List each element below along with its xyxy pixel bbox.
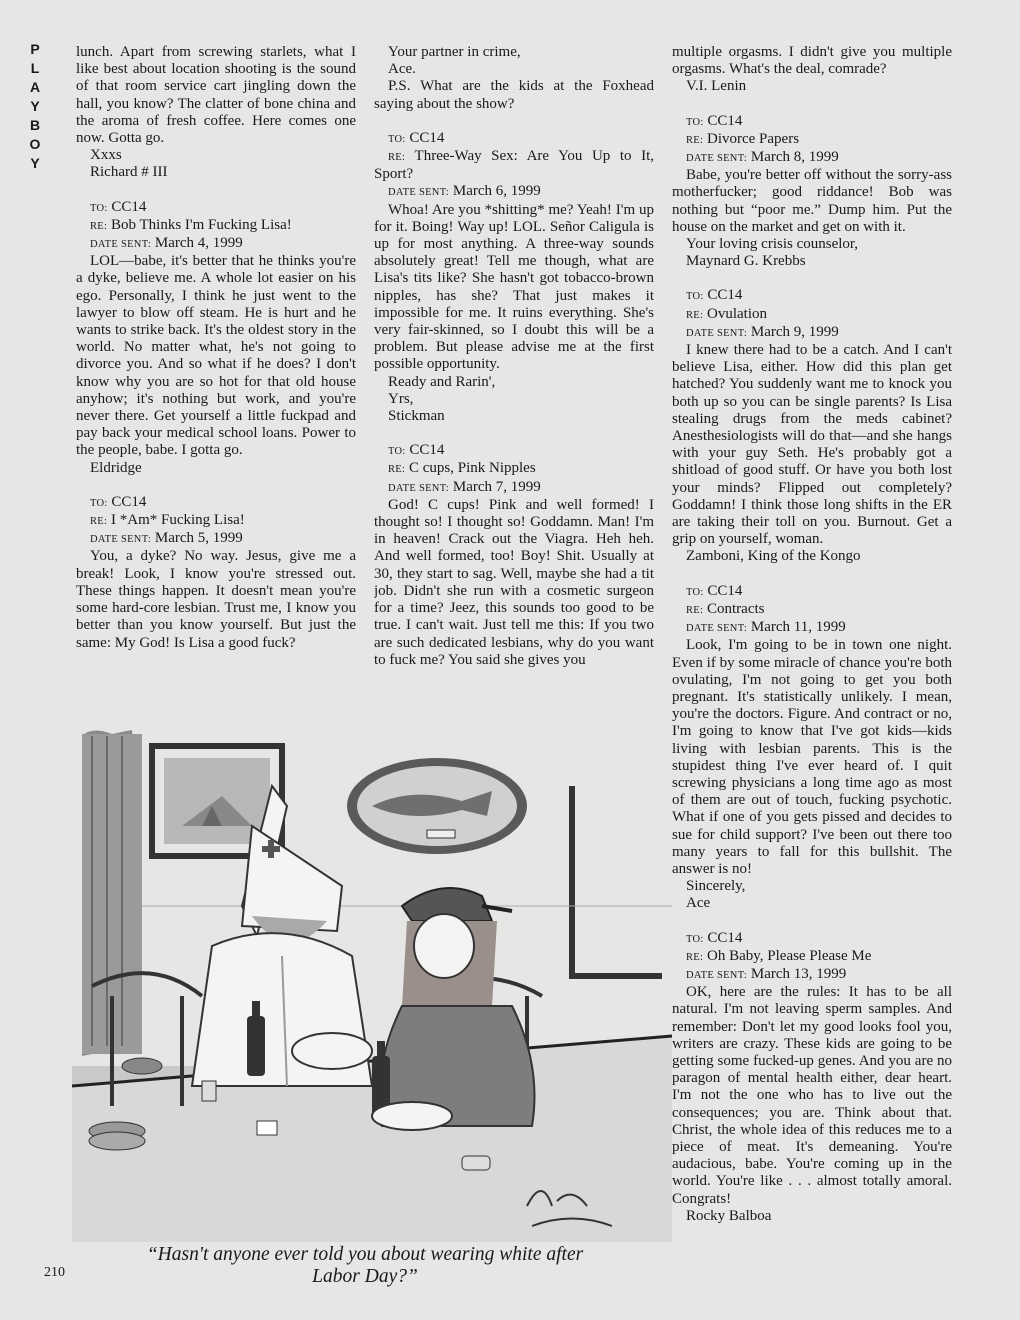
signature-line: Yrs, [388, 390, 414, 407]
date-label: DATE SENT: [686, 153, 748, 165]
date-line [76, 530, 356, 548]
to-label: TO: [686, 116, 704, 128]
text-column-1 [76, 44, 356, 704]
date-label: DATE SENT: [90, 534, 152, 546]
to-value: CC14 [707, 582, 743, 599]
re-label: RE: [686, 604, 704, 616]
email-entry [672, 113, 952, 271]
re-value: Bob Thinks I'm Fucking Lisa! [111, 216, 292, 233]
date-value: March 5, 1999 [154, 530, 243, 547]
continued-text [76, 44, 356, 182]
re-value: Contracts [707, 600, 765, 617]
email-entry [374, 130, 654, 425]
date-value: March 9, 1999 [750, 323, 839, 340]
email-body: Whoa! Are you *shitting* me? Yeah! I'm up for it. Boing! Way up! LOL. Señor Caligula is up for most anything. A three-way sounds absolutely great! Tell me though, what are Lisa's tits like? She hasn't got tobacco-brown nipples, has she? That just makes it impossible for me. It ruins everything. She's very fair-skinned, so I doubt this will be a problem. But please advise me at the first possible opportunity. [374, 201, 654, 373]
signature-line: Zamboni, King of the Kongo [686, 548, 861, 565]
email-body: OK, here are the rules: It has to be all natural. I'm not leaving sperm samples. And remember: Don't let my good looks fool you, writers are crazy. These kids are going to be getting some fucked-up genes. And you are no paragon of mental health either, dear heart. I'm not the one who has to live out the consequences; you are. Think about that. Christ, the whole idea of this reduces me to a piece of meat. It's demeaning. You're audacious, babe. You're coming up in the world. You're like . . . almost totally amoral. Congrats! [672, 984, 952, 1207]
bar-scene-cartoon-icon [72, 706, 672, 1242]
to-line [672, 583, 952, 601]
email-body: LOL—babe, it's better that he thinks you're a dyke, believe me. A whole lot easier on his ego. Personally, I think he just went to the lawyer to blow off steam. He is hurt and he wants to strike back. It's the oldest story in the world. No matter what, he's not going to divorce you. And so what if he does? I don't know why you are so hot for that old house anyhow; it's nothing but work, and you're never there. Get yourself a little fuckpad and pay back your medical school loans. Power to the people, babe. I gotta go. [76, 253, 356, 459]
to-line [672, 113, 952, 131]
to-label: TO: [90, 497, 108, 509]
signature-line: V.I. Lenin [686, 78, 747, 95]
re-line [672, 601, 952, 619]
to-value: CC14 [111, 198, 147, 215]
date-value: March 6, 1999 [452, 183, 541, 200]
date-line [672, 966, 952, 984]
magazine-spine [24, 40, 46, 173]
page-number: 210 [44, 1265, 65, 1280]
email-entry [76, 494, 356, 652]
re-line [374, 460, 654, 478]
re-value: Ovulation [707, 305, 767, 322]
email-body: God! C cups! Pink and well formed! I thought so! I thought so! Goddamn. Man! I'm in heaven! Crack out the Viagra. Heh heh. And well formed, too! Boy! Shit. Usually at 30, they start to sag. Well, maybe she had a tit job. Didn't she run with a cosmetic surgeon for a time? Jeez, this sounds too good to be true. I can't wait. Just tell me this: If you two are such dedicated lesbians, why do you want to fuck me? You said she gives you [374, 496, 654, 668]
to-value: CC14 [707, 929, 743, 946]
to-label: TO: [388, 133, 406, 145]
email-entry [76, 199, 356, 477]
re-label: RE: [388, 464, 406, 476]
email-body: Babe, you're better off without the sorry-ass motherfucker; good riddance! Bob was nothing but “poor me.” Dump him. Put the house on the market and get on with it. [672, 167, 952, 235]
continued-paragraph: P.S. What are the kids at the Foxhead saying about the show? [374, 78, 654, 112]
date-value: March 11, 1999 [750, 619, 846, 636]
signature-line: Xxxs [90, 147, 122, 164]
signature-line: Stickman [388, 408, 445, 425]
email-body: You, a dyke? No way. Jesus, give me a break! Look, I know you're stressed out. These things happen. It doesn't mean you're some hard-core lesbian. Trust me, I know you better than you know yourself. But just the same: My God! Is Lisa a good fuck? [76, 548, 356, 651]
spine-letter: Y [30, 155, 40, 171]
continued-paragraph: multiple orgasms. I didn't give you multiple orgasms. What's the deal, comrade? [672, 44, 952, 78]
to-value: CC14 [111, 493, 147, 510]
to-label: TO: [686, 291, 704, 303]
date-label: DATE SENT: [686, 623, 748, 635]
text-column-3 [672, 44, 952, 1289]
continued-text [672, 44, 952, 96]
date-value: March 4, 1999 [154, 235, 243, 252]
email-entry [374, 442, 654, 669]
re-label: RE: [388, 152, 406, 164]
date-line [374, 479, 654, 497]
re-line [76, 512, 356, 530]
date-value: March 13, 1999 [750, 965, 847, 982]
date-label: DATE SENT: [686, 327, 748, 339]
re-value: C cups, Pink Nipples [409, 460, 536, 477]
date-value: March 8, 1999 [750, 149, 839, 166]
spine-letter: Y [30, 98, 40, 114]
to-value: CC14 [707, 287, 743, 304]
to-line [374, 442, 654, 460]
spine-letter: A [29, 79, 41, 95]
re-line [374, 148, 654, 183]
to-value: CC14 [409, 442, 445, 459]
to-label: TO: [686, 586, 704, 598]
to-line [672, 287, 952, 305]
spine-letter: B [29, 117, 41, 133]
continued-text [374, 44, 654, 113]
re-label: RE: [686, 134, 704, 146]
re-value: Divorce Papers [707, 130, 800, 147]
re-label: RE: [90, 516, 108, 528]
email-entry [672, 583, 952, 913]
signature-line: Richard # III [90, 164, 168, 181]
date-label: DATE SENT: [388, 482, 450, 494]
to-label: TO: [90, 202, 108, 214]
re-line [76, 217, 356, 235]
date-line [672, 619, 952, 637]
email-body: Look, I'm going to be in town one night. Even if by some miracle of chance you're both ovulating, I'm not going to get you both pregnant. It's statistically unlikely. I mean, you're the doctors. Figure. And contract or no, I'm going to know that I've got kids—kids living with lesbian parents. This is the stupidest thing I've ever heard of. I quit screwing physicians a long time ago as most of them are out of touch, fucking psychotic. What if one of you gets pissed and decides to sue for child support? I've been out there too many years to fall for this bullshit. The answer is no! [672, 637, 952, 877]
date-line [672, 324, 952, 342]
re-label: RE: [90, 220, 108, 232]
signature-line: Sincerely, [686, 878, 746, 895]
to-label: TO: [686, 933, 704, 945]
signature-line: Maynard G. Krebbs [686, 253, 806, 270]
re-line [672, 948, 952, 966]
signature-line: Rocky Balboa [686, 1207, 772, 1224]
to-line [672, 930, 952, 948]
date-value: March 7, 1999 [452, 478, 541, 495]
signature-line: Eldridge [90, 459, 142, 476]
signature-line: Ready and Rarin', [388, 373, 496, 390]
date-label: DATE SENT: [90, 239, 152, 251]
continued-paragraph: lunch. Apart from screwing starlets, what I like best about location shooting is the sound of that room service cart jingling down the hall, you know? The clatter of bone china and the aroma of fresh coffee. Here comes one now. Gotta go. [76, 44, 356, 147]
spine-letter: L [30, 60, 40, 76]
to-value: CC14 [409, 129, 445, 146]
email-entry [672, 287, 952, 565]
to-value: CC14 [707, 112, 743, 129]
to-line [374, 130, 654, 148]
re-value: I *Am* Fucking Lisa! [111, 512, 245, 529]
re-line [672, 306, 952, 324]
text-column-2 [374, 44, 654, 704]
signature-line: Your loving crisis counselor, [686, 236, 859, 253]
re-value: Oh Baby, Please Please Me [707, 947, 872, 964]
re-value: Three-Way Sex: Are You Up to It, Sport? [374, 148, 654, 183]
re-label: RE: [686, 309, 704, 321]
date-label: DATE SENT: [388, 187, 450, 199]
signature-line: Ace [686, 895, 711, 912]
spine-letter: O [29, 136, 41, 152]
date-line [76, 235, 356, 253]
email-body: I knew there had to be a catch. And I can't believe Lisa, either. How did this plan get hatched? You suddenly want me to knock you both up so you can be single parents? Is Lisa stealing drugs from the meds cabinet? Anesthesiologists will do that—and she hangs with your guy Seth. He's probably got a shitload of good stuff. Or have you both lost your minds? Flipped out completely? Goddamn! I think those long shifts in the ER are taking their toll on you. Burnout. Get a grip on yourself, woman. [672, 342, 952, 548]
date-line [672, 149, 952, 167]
cartoon-caption: “Hasn't anyone ever told you about wearing white after Labor Day?” [146, 1244, 584, 1287]
date-line [374, 183, 654, 201]
to-label: TO: [388, 446, 406, 458]
email-entry [672, 930, 952, 1225]
date-label: DATE SENT: [686, 969, 748, 981]
re-label: RE: [686, 951, 704, 963]
signature-line: Ace. [388, 61, 416, 78]
re-line [672, 131, 952, 149]
to-line [76, 199, 356, 217]
spine-letter: P [30, 41, 40, 57]
to-line [76, 494, 356, 512]
signature-line: Your partner in crime, [388, 44, 521, 60]
